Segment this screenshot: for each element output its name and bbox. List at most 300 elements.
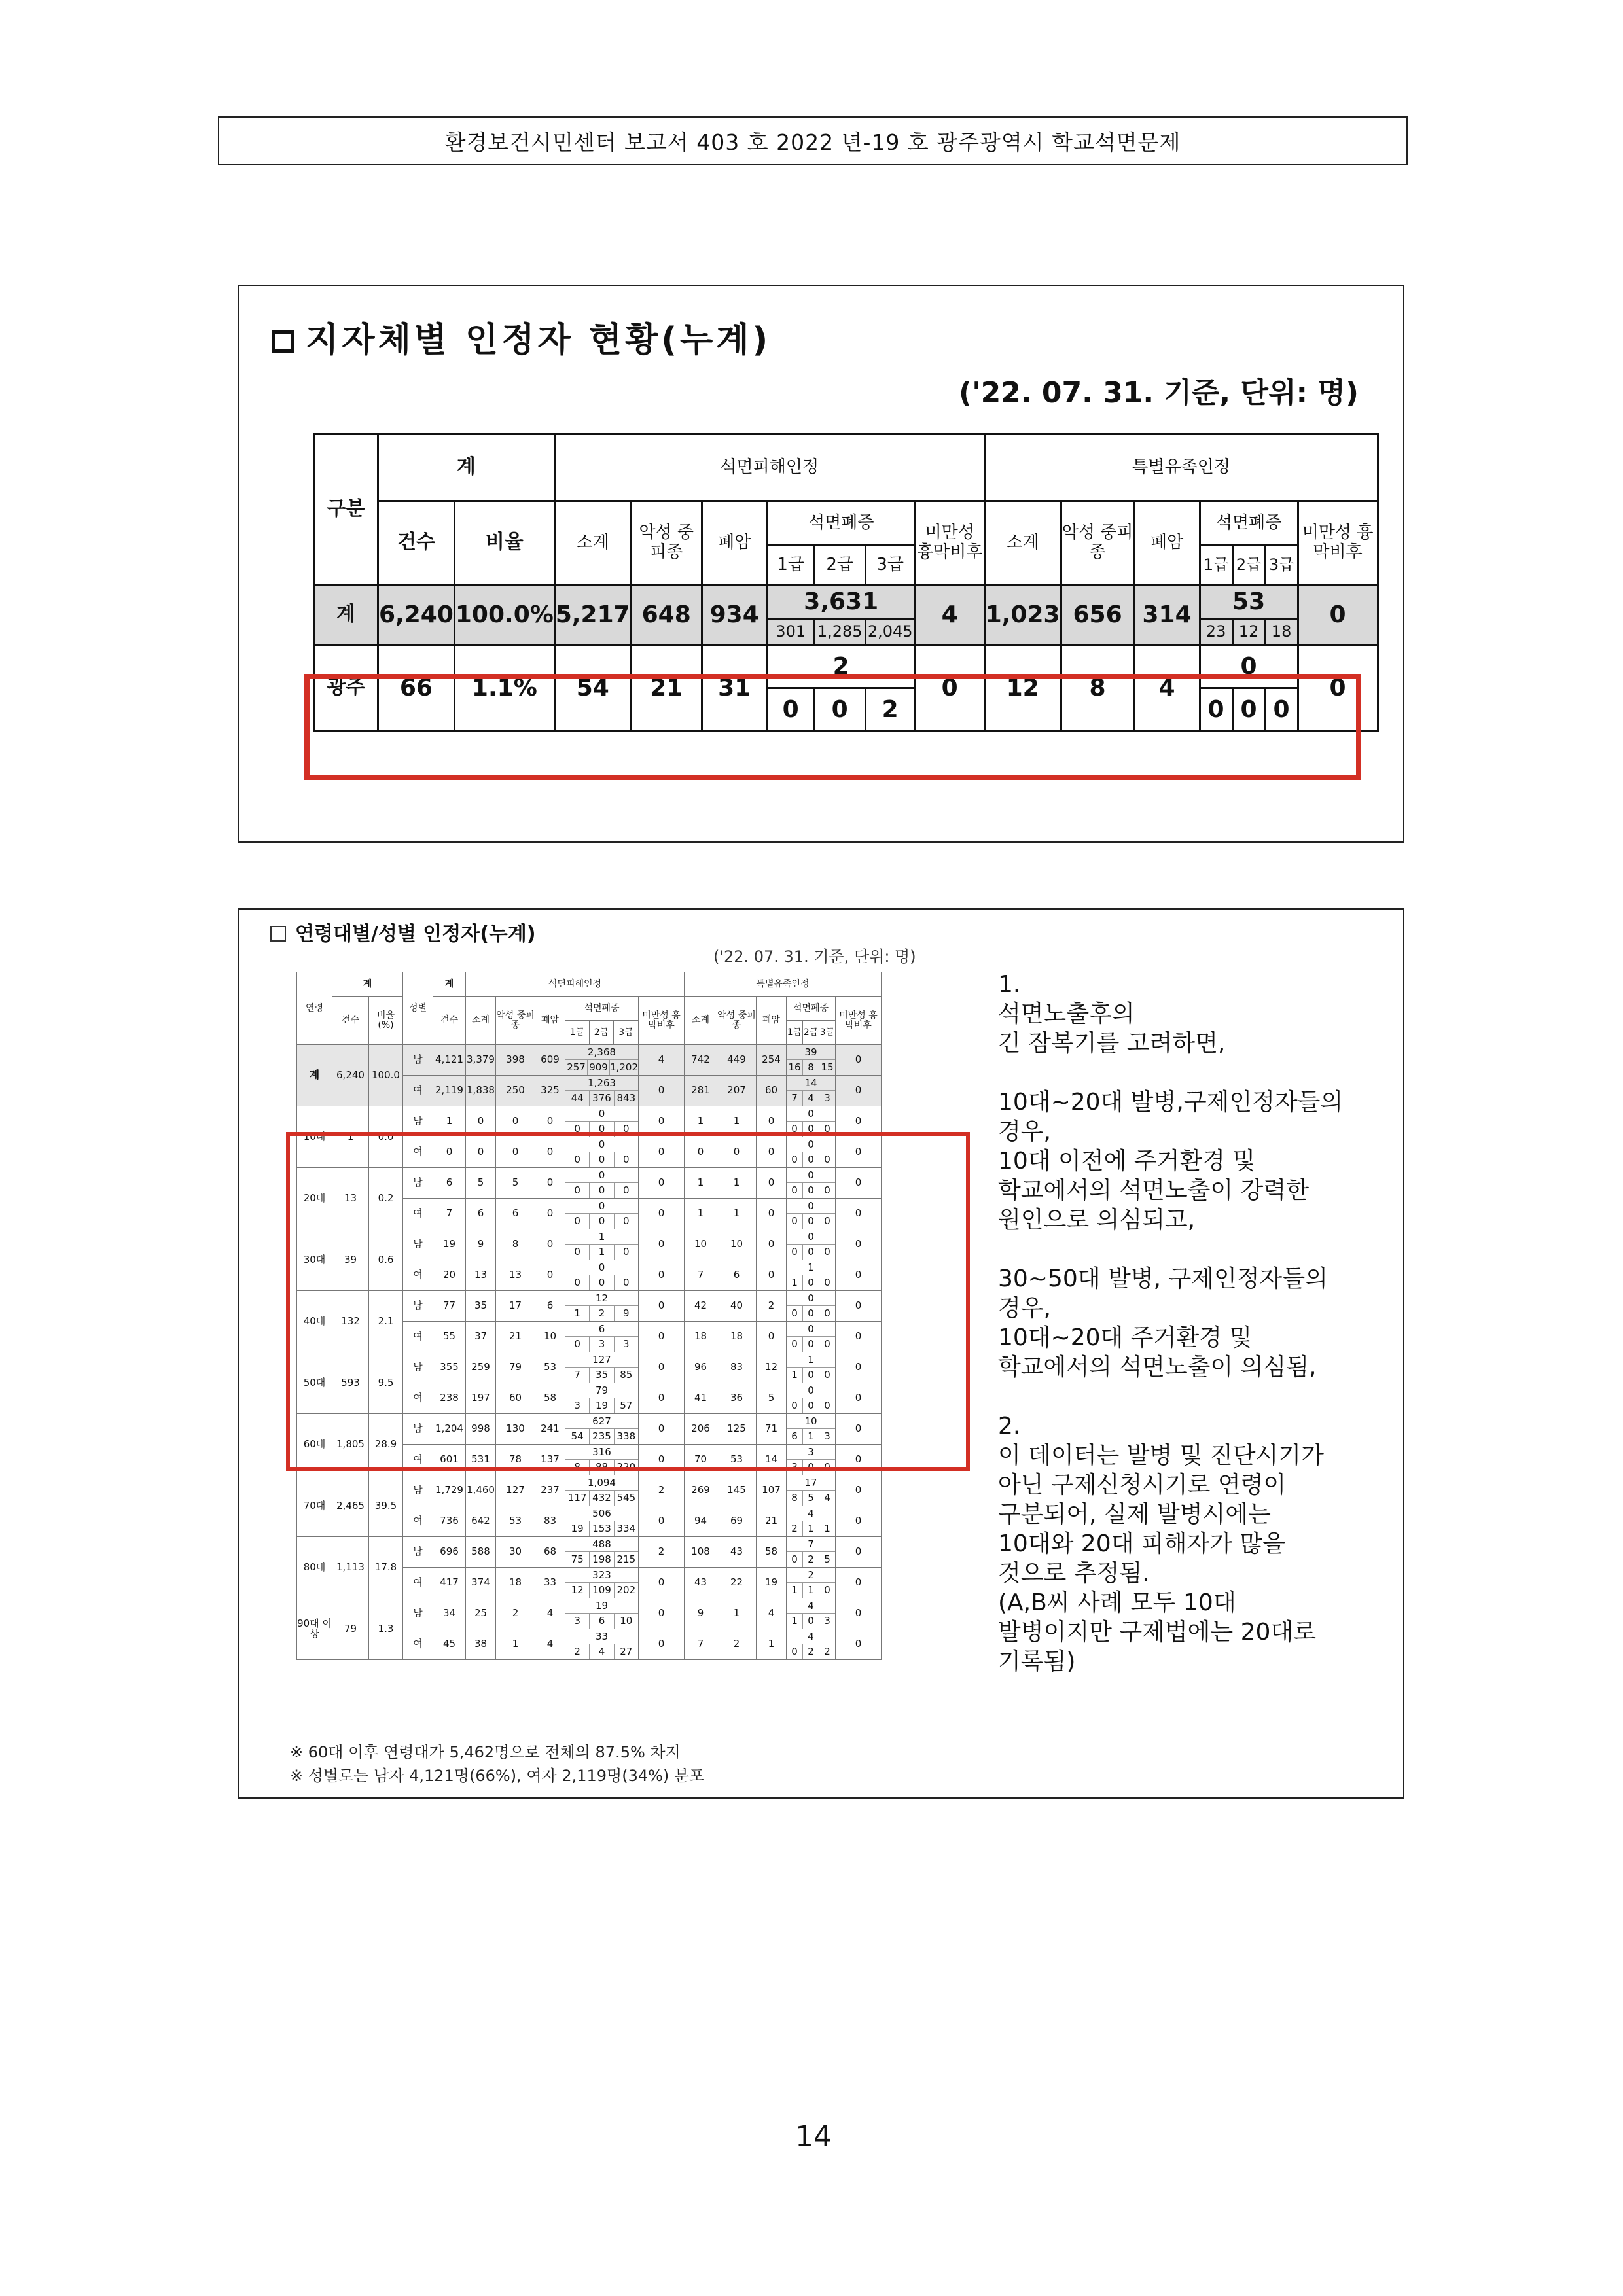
cell-s-asbestosis <box>787 1506 836 1537</box>
cell-asbestosis-grade-2: 235 <box>589 1429 613 1444</box>
commentary-line: 2. <box>998 1413 1021 1439</box>
cell-asbestosis-grade-3: 220 <box>614 1460 638 1475</box>
cell-s-meso: 1 <box>717 1106 757 1137</box>
head-meso: 악성 중피종 <box>496 997 535 1045</box>
cell-s-asbestosis-grade-2: 0 <box>802 1275 819 1290</box>
cell-s-lung: 14 <box>757 1445 787 1475</box>
cell-asbestosis-grades <box>565 1644 638 1659</box>
cell-asbestosis: 3,631 <box>767 585 915 619</box>
sex: 남 <box>403 1106 433 1137</box>
cell-asbestosis-grade-1: 44 <box>571 1092 584 1104</box>
cell-meso: 13 <box>496 1260 535 1291</box>
cell-lung: 83 <box>535 1506 565 1537</box>
cell-a2: 1,285 <box>814 619 865 645</box>
sex: 여 <box>403 1629 433 1660</box>
cell-a1: 0 <box>767 688 814 732</box>
cell-asbestosis: 2 <box>767 645 915 688</box>
cell-s-asbestosis-total: 2 <box>808 1569 814 1581</box>
cell-s-asbestosis-grade-2: 0 <box>802 1122 819 1137</box>
cell-s-meso: 0 <box>717 1137 757 1168</box>
cell-s-asbestosis-total: 0 <box>808 1200 814 1212</box>
head-s-meso: 악성 중피종 <box>717 997 757 1045</box>
cell-meso: 0 <box>496 1137 535 1168</box>
table-row <box>297 1537 882 1568</box>
head-s-subtotal: 소계 <box>984 501 1061 585</box>
cell-s-subtotal: 42 <box>685 1291 717 1322</box>
age-sex-panel <box>238 908 1404 1799</box>
cell-s-asbestosis-grade-2: 0 <box>802 1214 819 1229</box>
cell-s-asbestosis <box>787 1045 836 1076</box>
cell-subtotal: 6 <box>466 1199 496 1229</box>
commentary-paragraph-4 <box>998 1411 1391 1676</box>
cell-pleural: 2 <box>639 1537 685 1568</box>
cell-meso: 250 <box>496 1076 535 1106</box>
cell-lung: 137 <box>535 1445 565 1475</box>
head-s-g3: 3급 <box>1265 546 1298 585</box>
cell-s-subtotal: 269 <box>685 1475 717 1506</box>
cell-s-subtotal: 41 <box>685 1383 717 1414</box>
cell-s-pleural: 0 <box>836 1445 882 1475</box>
cell-asbestosis-total: 0 <box>598 1200 605 1212</box>
cell-asbestosis-grade-3: 202 <box>614 1583 638 1598</box>
cell-asbestosis-grades <box>565 1490 638 1506</box>
cell-cases: 66 <box>378 645 455 732</box>
sex: 남 <box>403 1229 433 1260</box>
cell-meso: 30 <box>496 1537 535 1568</box>
head-g2: 2급 <box>814 546 865 585</box>
cell-pleural: 0 <box>639 1322 685 1352</box>
cell-s-meso: 145 <box>717 1475 757 1506</box>
cell-asbestosis-grade-1: 0 <box>574 1246 580 1258</box>
cell-asbestosis-grade-2: 432 <box>589 1491 613 1506</box>
cell-s-lung: 0 <box>757 1168 787 1199</box>
cell-s-asbestosis-total: 14 <box>804 1077 817 1089</box>
cell-s-asbestosis <box>787 1537 836 1568</box>
age-group: 80대 <box>297 1537 332 1598</box>
cell-asbestosis-grade-2: 88 <box>589 1460 613 1475</box>
cell-asbestosis-total: 627 <box>592 1415 611 1427</box>
note-line: ※ 60대 이후 연령대가 5,462명으로 전체의 87.5% 차지 <box>290 1743 681 1761</box>
cell-subtotal: 197 <box>466 1383 496 1414</box>
commentary-line: 긴 잠복기를 고려하면, <box>998 1030 1226 1057</box>
cell-s-lung: 4 <box>1134 645 1200 732</box>
cell-lung: 0 <box>535 1137 565 1168</box>
cell-s-asbestosis-total: 7 <box>808 1538 814 1550</box>
cell-cases: 34 <box>433 1598 466 1629</box>
commentary-line: 경우, <box>998 1118 1051 1145</box>
cell-asbestosis-grade-2: 1 <box>589 1245 613 1260</box>
cell-subtotal: 531 <box>466 1445 496 1475</box>
sex: 남 <box>403 1475 433 1506</box>
cell-s-meso: 43 <box>717 1537 757 1568</box>
cell-meso: 5 <box>496 1168 535 1199</box>
cell-cases: 601 <box>433 1445 466 1475</box>
head-g2: 2급 <box>590 1021 614 1045</box>
head-pleural: 미만성 흉막비후 <box>915 501 984 585</box>
cell-s-asbestosis-grades <box>787 1644 835 1659</box>
cell-s-subtotal: 12 <box>984 645 1061 732</box>
cell-cases: 6 <box>433 1168 466 1199</box>
head-s-lung: 폐암 <box>1134 501 1200 585</box>
group-ratio: 0.0 <box>369 1106 403 1168</box>
cell-s-subtotal: 70 <box>685 1445 717 1475</box>
cell-pleural: 0 <box>915 645 984 732</box>
cell-subtotal: 54 <box>554 645 631 732</box>
page-number: 14 <box>795 2120 832 2153</box>
cell-s-meso: 18 <box>717 1322 757 1352</box>
commentary-line: 10대~20대 주거환경 및 <box>998 1324 1253 1351</box>
head-s-pleural: 미만성 흉막비후 <box>1298 501 1378 585</box>
cell-s-lung: 107 <box>757 1475 787 1506</box>
commentary-line: 발병이지만 구제법에는 20대로 <box>998 1619 1317 1646</box>
cell-s-asbestosis <box>787 1568 836 1598</box>
cell-s-asbestosis-total: 39 <box>804 1046 817 1058</box>
group-ratio: 100.0 <box>369 1045 403 1106</box>
cell-cases: 238 <box>433 1383 466 1414</box>
cell-asbestosis-grade-2: 3 <box>589 1337 613 1352</box>
cell-asbestosis-total: 0 <box>598 1169 605 1181</box>
cell-s-asbestosis-grade-2: 0 <box>802 1306 819 1321</box>
row-name: 계 <box>314 585 378 645</box>
cell-asbestosis-grade-3: 0 <box>614 1152 638 1167</box>
cell-meso: 8 <box>496 1229 535 1260</box>
cell-asbestosis-grades <box>565 1090 638 1106</box>
cell-s-subtotal: 1,023 <box>984 585 1061 645</box>
cell-s-asbestosis-grade-2: 0 <box>802 1398 819 1413</box>
head-gye2: 계 <box>433 972 466 997</box>
cell-lung: 4 <box>535 1598 565 1629</box>
cell-asbestosis <box>565 1598 639 1629</box>
cell-meso: 0 <box>496 1106 535 1137</box>
cell-s-asbestosis-grade-1: 0 <box>791 1338 798 1350</box>
young-age-highlight-box <box>286 1132 970 1471</box>
group-ratio: 9.5 <box>369 1352 403 1414</box>
cell-s-meso: 69 <box>717 1506 757 1537</box>
cell-lung: 0 <box>535 1229 565 1260</box>
cell-asbestosis-total: 0 <box>598 1139 605 1150</box>
cell-s-meso: 22 <box>717 1568 757 1598</box>
sex: 남 <box>403 1537 433 1568</box>
cell-s-pleural: 0 <box>836 1045 882 1076</box>
cell-pleural: 0 <box>639 1506 685 1537</box>
cell-s-lung: 0 <box>757 1322 787 1352</box>
cell-meso: 18 <box>496 1568 535 1598</box>
cell-pleural: 0 <box>639 1168 685 1199</box>
head-s-asbestosis: 석면폐증 <box>787 997 836 1021</box>
cell-s-subtotal: 0 <box>685 1137 717 1168</box>
cell-subtotal: 259 <box>466 1352 496 1383</box>
head-cases: 건수 <box>332 997 369 1045</box>
cell-s-asbestosis-grade-3: 0 <box>819 1122 835 1137</box>
cell-asbestosis-grade-3: 334 <box>614 1521 638 1536</box>
group-cases: 6,240 <box>332 1045 369 1106</box>
cell-s-asbestosis-total: 1 <box>808 1262 814 1273</box>
cell-meso: 398 <box>496 1045 535 1076</box>
age-group: 계 <box>297 1045 332 1106</box>
cell-s-asbestosis-grade-2: 1 <box>802 1583 819 1598</box>
cell-s-asbestosis-grade-2: 0 <box>802 1245 819 1260</box>
cell-asbestosis-total: 1,263 <box>588 1077 616 1089</box>
cell-s-asbestosis-grade-1: 1 <box>791 1277 798 1288</box>
commentary-line: 석면노출후의 <box>998 1000 1135 1027</box>
sex: 여 <box>403 1568 433 1598</box>
cell-s-asbestosis-grades <box>787 1613 835 1629</box>
head-s-lung: 폐암 <box>757 997 787 1045</box>
cell-asbestosis-grade-1: 0 <box>574 1277 580 1288</box>
cell-s-pleural: 0 <box>836 1199 882 1229</box>
cell-s-lung: 0 <box>757 1229 787 1260</box>
cell-cases: 20 <box>433 1260 466 1291</box>
cell-subtotal: 588 <box>466 1537 496 1568</box>
cell-s-subtotal: 7 <box>685 1629 717 1660</box>
cell-lung: 609 <box>535 1045 565 1076</box>
cell-s-asbestosis-grade-3: 4 <box>819 1491 835 1506</box>
cell-pleural: 0 <box>639 1199 685 1229</box>
cell-s-subtotal: 18 <box>685 1322 717 1352</box>
cell-subtotal: 35 <box>466 1291 496 1322</box>
cell-s-asbestosis-grade-1: 1 <box>791 1584 798 1596</box>
cell-s-asbestosis-grade-3: 0 <box>819 1398 835 1413</box>
commentary-paragraph-3 <box>998 1264 1391 1382</box>
cell-cases: 1,729 <box>433 1475 466 1506</box>
cell-subtotal: 1,460 <box>466 1475 496 1506</box>
cell-s-asbestosis-total: 10 <box>804 1415 817 1427</box>
cell-s-asbestosis-grade-3: 0 <box>819 1183 835 1198</box>
age-group: 20대 <box>297 1168 332 1229</box>
group-cases: 132 <box>332 1291 369 1352</box>
cell-s-pleural: 0 <box>836 1229 882 1260</box>
cell-asbestosis-grade-2: 0 <box>589 1275 613 1290</box>
cell-subtotal: 0 <box>466 1106 496 1137</box>
cell-s-asbestosis-grade-3: 3 <box>819 1429 835 1444</box>
cell-asbestosis-grade-2: 198 <box>589 1552 613 1567</box>
cell-s-lung: 0 <box>757 1106 787 1137</box>
head-s-g2: 2급 <box>803 1021 819 1045</box>
cell-lung: 0 <box>535 1199 565 1229</box>
cell-asbestosis-total: 79 <box>595 1385 609 1396</box>
head-asbestos-damage: 석면피해인정 <box>554 434 984 501</box>
cell-s-lung: 254 <box>757 1045 787 1076</box>
cell-s-asbestosis-grade-1: 0 <box>791 1400 798 1411</box>
sex: 여 <box>403 1383 433 1414</box>
cell-lung: 325 <box>535 1076 565 1106</box>
cell-s-pleural: 0 <box>836 1352 882 1383</box>
cell-s-meso: 656 <box>1061 585 1134 645</box>
cell-s-asbestosis-grade-1: 16 <box>788 1061 801 1073</box>
cell-s-pleural: 0 <box>836 1537 882 1568</box>
head-age: 연령 <box>297 972 332 1045</box>
cell-asbestosis-grade-2: 0 <box>589 1214 613 1229</box>
cell-cases: 19 <box>433 1229 466 1260</box>
group-cases: 2,465 <box>332 1475 369 1537</box>
cell-s-subtotal: 1 <box>685 1106 717 1137</box>
cell-s-asbestosis-total: 4 <box>808 1600 814 1612</box>
head-s-g2: 2급 <box>1232 546 1265 585</box>
cell-lung: 31 <box>702 645 767 732</box>
cell-s-asbestosis-grade-1: 6 <box>791 1430 798 1442</box>
cell-s-asbestosis <box>787 1629 836 1660</box>
cell-cases: 1 <box>433 1106 466 1137</box>
cell-s-pleural: 0 <box>836 1475 882 1506</box>
cell-meso: 130 <box>496 1414 535 1445</box>
cell-asbestosis-grade-3: 0 <box>614 1122 638 1137</box>
cell-s-asbestosis-grade-2: 1 <box>802 1429 819 1444</box>
gwangju-highlight-box <box>304 674 1361 780</box>
group-ratio: 0.2 <box>369 1168 403 1229</box>
cell-s-asbestosis-grades <box>787 1059 835 1075</box>
cell-meso: 78 <box>496 1445 535 1475</box>
cell-asbestosis-total: 127 <box>592 1354 611 1366</box>
cell-asbestosis-grade-2: 6 <box>589 1614 613 1629</box>
cell-s-asbestosis-grade-1: 7 <box>791 1092 798 1104</box>
cell-s-asbestosis-total: 0 <box>808 1292 814 1304</box>
cell-asbestosis <box>565 1537 639 1568</box>
cell-s-asbestosis-grade-3: 2 <box>819 1644 835 1659</box>
head-asbestosis: 석면폐증 <box>767 501 915 546</box>
cell-asbestosis-grade-1: 3 <box>574 1615 580 1627</box>
cell-subtotal: 5,217 <box>554 585 631 645</box>
head-asbestosis: 석면폐증 <box>565 997 639 1021</box>
cell-asbestosis-grade-3: 0 <box>614 1183 638 1198</box>
head-s-g1: 1급 <box>787 1021 803 1045</box>
cell-lung: 68 <box>535 1537 565 1568</box>
table-row <box>297 1045 882 1076</box>
cell-s-pleural: 0 <box>836 1383 882 1414</box>
cell-cases: 7 <box>433 1199 466 1229</box>
cell-s-asbestosis-grade-1: 0 <box>791 1553 798 1565</box>
cell-asbestosis-grade-1: 19 <box>571 1523 584 1534</box>
cell-s-asbestosis-grade-3: 0 <box>819 1583 835 1598</box>
head-meso: 악성 중피종 <box>631 501 702 585</box>
cell-subtotal: 1,838 <box>466 1076 496 1106</box>
cell-s-asbestosis-grade-1: 3 <box>791 1461 798 1473</box>
cell-subtotal: 374 <box>466 1568 496 1598</box>
cell-s-asbestosis <box>787 1076 836 1106</box>
cell-s-asbestosis-grade-3: 5 <box>819 1552 835 1567</box>
cell-s-asbestosis-grade-3: 0 <box>819 1214 835 1229</box>
cell-pleural: 0 <box>639 1598 685 1629</box>
cell-meso: 1 <box>496 1629 535 1660</box>
cell-s-asbestosis-grade-2: 0 <box>802 1460 819 1475</box>
cell-s-meso: 53 <box>717 1445 757 1475</box>
cell-s-asbestosis-grade-3: 0 <box>819 1152 835 1167</box>
cell-meso: 127 <box>496 1475 535 1506</box>
cell-asbestosis <box>565 1568 639 1598</box>
head-sex: 성별 <box>403 972 433 1045</box>
cell-cases: 696 <box>433 1537 466 1568</box>
cell-meso: 2 <box>496 1598 535 1629</box>
head-g3: 3급 <box>865 546 915 585</box>
cell-s-asbestosis-grade-1: 1 <box>791 1615 798 1627</box>
cell-s-asbestosis-grades <box>787 1090 835 1106</box>
cell-pleural: 4 <box>639 1045 685 1076</box>
cell-s-pleural: 0 <box>836 1322 882 1352</box>
cell-cases: 2,119 <box>433 1076 466 1106</box>
cell-asbestosis-grade-1: 8 <box>574 1461 580 1473</box>
cell-asbestosis-grade-1: 54 <box>571 1430 584 1442</box>
cell-s-pleural: 0 <box>836 1260 882 1291</box>
cell-subtotal: 5 <box>466 1168 496 1199</box>
cell-s-asbestosis-grade-2: 0 <box>802 1152 819 1167</box>
cell-asbestosis-grade-1: 0 <box>574 1154 580 1165</box>
cell-pleural: 0 <box>639 1414 685 1445</box>
cell-s-subtotal: 742 <box>685 1045 717 1076</box>
cell-cases: 77 <box>433 1291 466 1322</box>
group-cases: 39 <box>332 1229 369 1291</box>
report-header: 환경보건시민센터 보고서 403 호 2022 년-19 호 광주광역시 학교석면문제 <box>218 116 1408 165</box>
cell-s-asbestosis-total: 4 <box>808 1631 814 1642</box>
cell-s-pleural: 0 <box>836 1598 882 1629</box>
cell-meso: 21 <box>496 1322 535 1352</box>
sex: 여 <box>403 1199 433 1229</box>
sex: 남 <box>403 1045 433 1076</box>
cell-s-asbestosis-total: 4 <box>808 1508 814 1519</box>
cell-lung: 0 <box>535 1260 565 1291</box>
head-gye: 계 <box>378 434 555 501</box>
head-ratio: 비율 (%) <box>369 997 403 1045</box>
cell-s-asbestosis-total: 0 <box>808 1231 814 1243</box>
cell-s-asbestosis-grade-2: 0 <box>802 1614 819 1629</box>
head-gye: 계 <box>332 972 403 997</box>
cell-lung: 934 <box>702 585 767 645</box>
cell-s-asbestosis-grade-2: 0 <box>802 1337 819 1352</box>
cell-s-asbestosis-total: 17 <box>804 1477 817 1489</box>
cell-asbestosis-grade-3: 0 <box>614 1214 638 1229</box>
cell-asbestosis-grade-3: 3 <box>614 1337 638 1352</box>
cell-s-asbestosis-grade-2: 2 <box>802 1644 819 1659</box>
cell-s-subtotal: 108 <box>685 1537 717 1568</box>
cell-asbestosis-grade-1: 0 <box>574 1338 580 1350</box>
cell-pleural: 0 <box>639 1137 685 1168</box>
head-s-g1: 1급 <box>1200 546 1232 585</box>
cell-cases: 1,204 <box>433 1414 466 1445</box>
cell-s-asbestosis-grade-1: 0 <box>791 1307 798 1319</box>
cell-s-asbestosis-grade-3: 1 <box>819 1521 835 1536</box>
group-cases: 79 <box>332 1598 369 1660</box>
commentary-line: 학교에서의 석면노출이 의심됨, <box>998 1354 1317 1381</box>
cell-ratio: 1.1% <box>454 645 554 732</box>
cell-subtotal: 9 <box>466 1229 496 1260</box>
head-s-subtotal: 소계 <box>685 997 717 1045</box>
cell-s-asbestosis-grade-1: 8 <box>791 1492 798 1504</box>
cell-asbestosis-grade-2: 19 <box>589 1398 613 1413</box>
checkbox-square-icon <box>272 330 294 353</box>
cell-subtotal: 13 <box>466 1260 496 1291</box>
cell-asbestosis-grade-3: 57 <box>614 1398 638 1413</box>
cell-meso: 6 <box>496 1199 535 1229</box>
group-ratio: 1.3 <box>369 1598 403 1660</box>
cell-asbestosis-total: 323 <box>592 1569 611 1581</box>
cell-s-subtotal: 10 <box>685 1229 717 1260</box>
cell-s-asbestosis-total: 3 <box>808 1446 814 1458</box>
cell-s-asbestosis-grade-1: 0 <box>791 1246 798 1258</box>
cell-s-subtotal: 1 <box>685 1168 717 1199</box>
cell-lung: 58 <box>535 1383 565 1414</box>
cell-s-asbestosis-total: 0 <box>808 1108 814 1120</box>
cell-pleural: 0 <box>639 1383 685 1414</box>
cell-s-asbestosis-grade-3: 3 <box>819 1614 835 1629</box>
cell-s-lung: 0 <box>757 1260 787 1291</box>
cell-s-asbestosis-grades <box>787 1490 835 1506</box>
cell-asbestosis-total: 1 <box>598 1231 605 1243</box>
regional-table-reference: ('22. 07. 31. 기준, 단위: 명) <box>959 376 1359 410</box>
cell-s-subtotal: 281 <box>685 1076 717 1106</box>
cell-lung: 241 <box>535 1414 565 1445</box>
group-cases: 1,805 <box>332 1414 369 1475</box>
cell-asbestosis-grade-3: 27 <box>614 1644 638 1659</box>
cell-s-meso: 449 <box>717 1045 757 1076</box>
cell-asbestosis-total: 488 <box>592 1538 611 1550</box>
